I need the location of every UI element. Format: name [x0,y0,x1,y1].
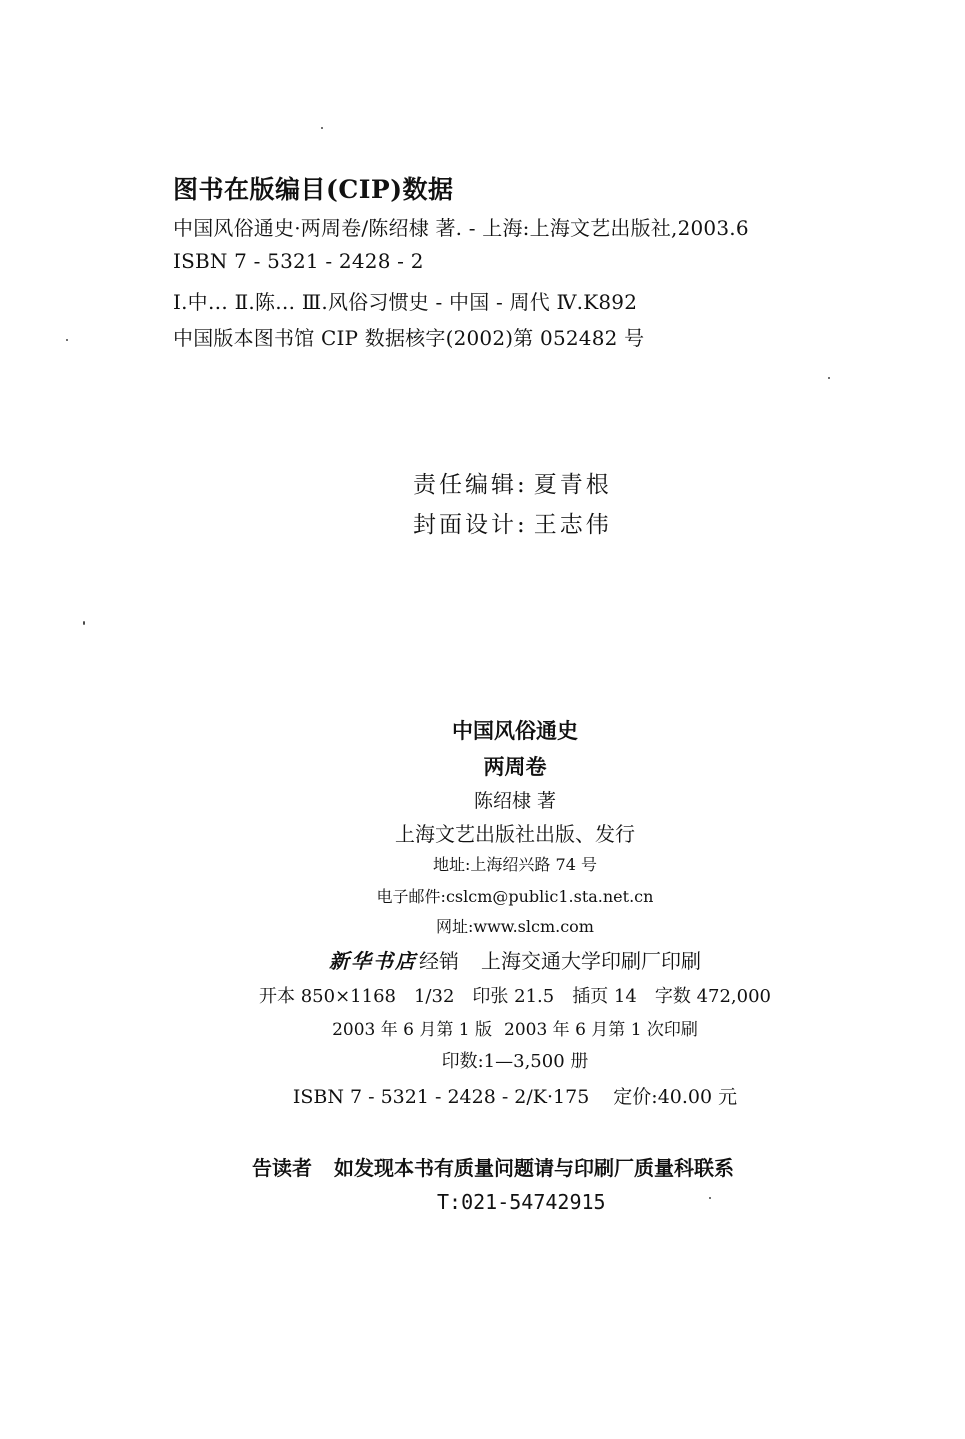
print-run: 印数:1—3,500 册 [441,1051,589,1072]
publisher-line: 上海文艺出版社出版、发行 [395,822,635,846]
designer-credit [413,506,612,539]
isbn-price-line [0,1082,965,1109]
notice-text: 如发现本书有质量问题请与印刷厂质量科联系 [334,1156,734,1180]
editor-credit [413,466,612,499]
designer-label: 封面设计: [413,512,528,538]
distributor-suffix: 经销 [419,949,459,973]
specification-line [0,982,965,1008]
notice-label: 告读者 [252,1156,312,1180]
edition-line [0,1015,965,1040]
reader-notice [252,1152,734,1181]
editor-name: 夏青根 [533,472,612,498]
distributor-name: 新华书店 [329,949,417,973]
cip-subject-headings: Ⅰ.中… Ⅱ.陈… Ⅲ.风俗习惯史 - 中国 - 周代 Ⅳ.K892 [173,290,638,314]
scan-speck [83,621,85,625]
scan-speck [66,339,68,341]
designer-name: 王志伟 [533,512,612,538]
printing-info: 2003 年 6 月第 1 次印刷 [504,1020,698,1040]
edition-info: 2003 年 6 月第 1 版 [332,1020,492,1040]
word-count: 字数 472,000 [654,986,771,1007]
contact-phone: T:021-54742915 [437,1190,606,1214]
cip-record-number: 中国版本图书馆 CIP 数据核字(2002)第 052482 号 [173,326,645,350]
publisher-email: 电子邮件:cslcm@public1.sta.net.cn [376,887,654,906]
price: 定价:40.00 元 [613,1086,738,1108]
cip-catalog-entry: 中国风俗通史·两周卷/陈绍棣 著. - 上海:上海文艺出版社,2003.6 [173,216,749,240]
cip-isbn: ISBN 7 - 5321 - 2428 - 2 [173,249,424,273]
author-line: 陈绍棣 著 [473,790,557,812]
format-spec: 开本 850×1168 [259,986,396,1007]
volume-title: 两周卷 [483,754,547,779]
publisher-address: 地址:上海绍兴路 74 号 [433,855,597,874]
printer-line: 上海交通大学印刷厂印刷 [481,949,701,973]
cip-heading: 图书在版编目(CIP)数据 [173,175,454,204]
scan-speck [321,127,323,129]
scan-speck [828,377,830,379]
isbn-full: ISBN 7 - 5321 - 2428 - 2/K·175 [292,1086,590,1108]
sheets-spec: 印张 21.5 [472,986,555,1007]
editor-label: 责任编辑: [413,472,528,498]
book-title: 中国风俗通史 [452,718,578,743]
distribution-line [0,945,965,974]
plates-spec: 插页 14 [572,986,637,1007]
fold-spec: 1/32 [413,986,455,1007]
publisher-website: 网址:www.slcm.com [436,917,594,936]
scan-speck [709,1197,711,1199]
